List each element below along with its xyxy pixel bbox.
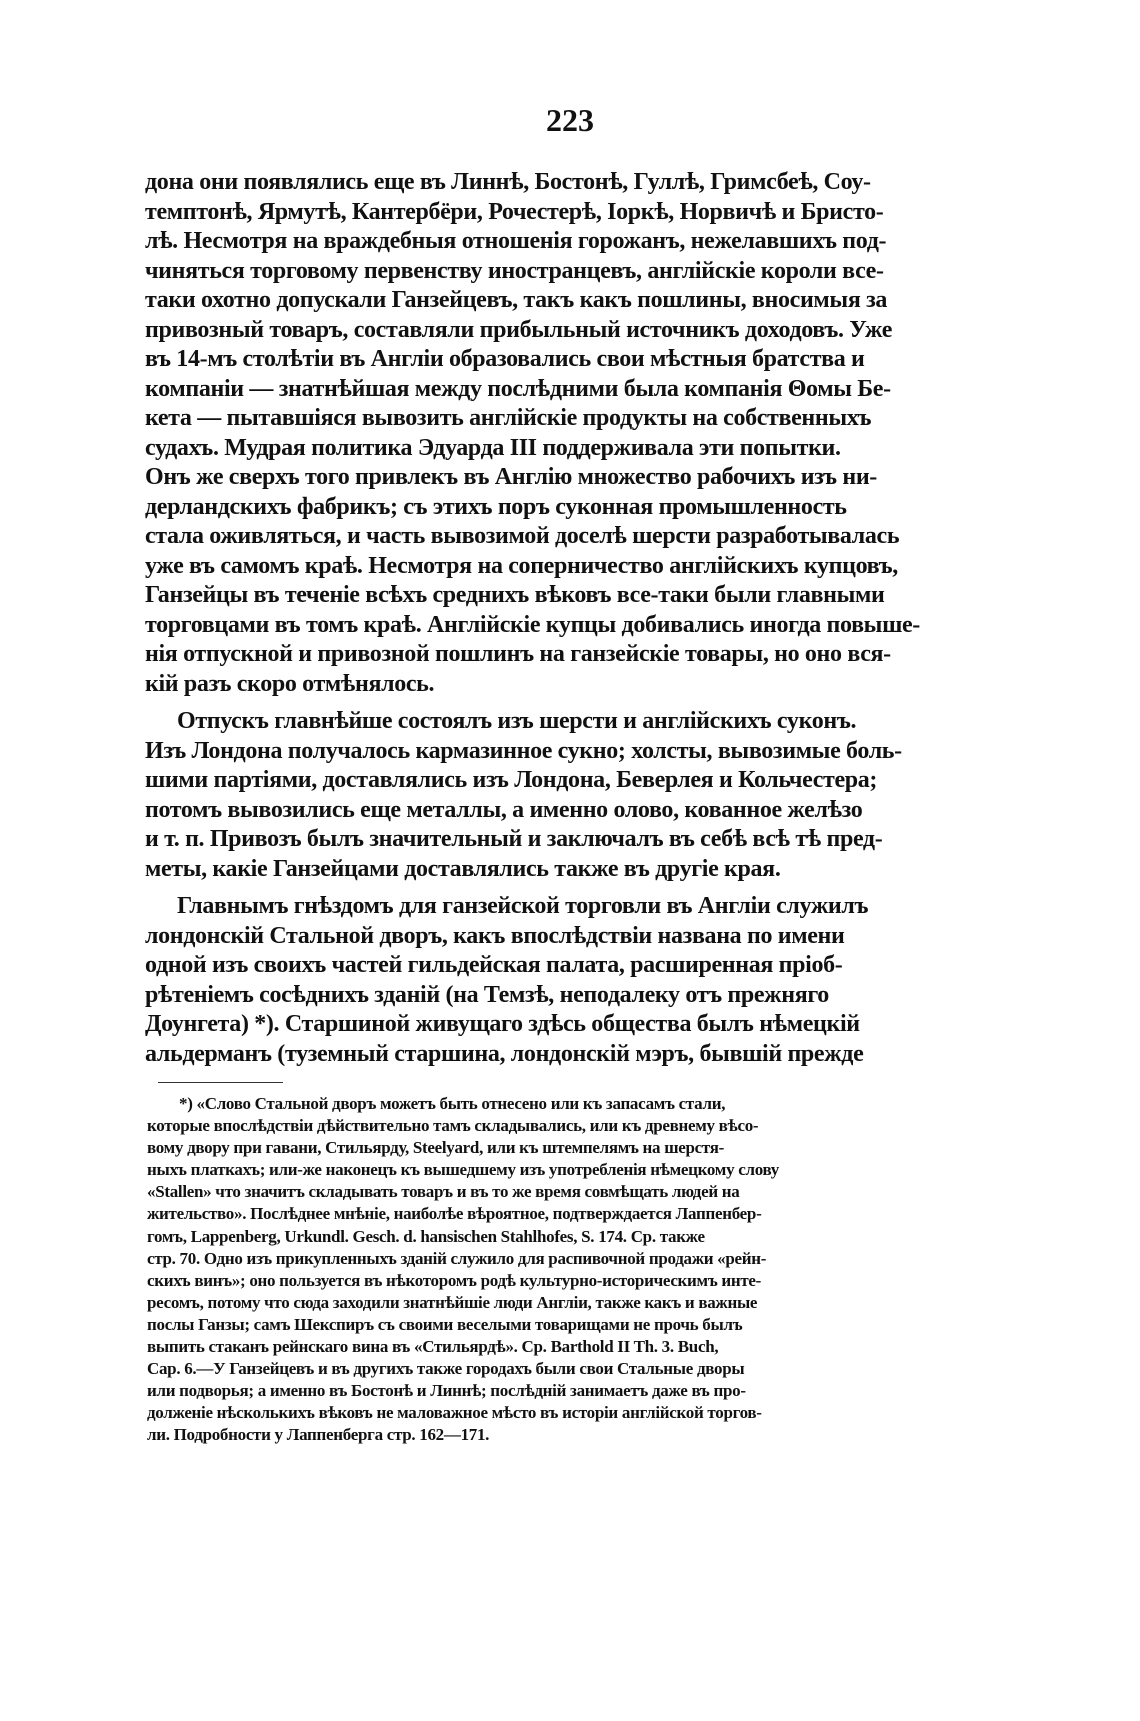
text-line: дерландскихъ фабрикъ; съ этихъ поръ суконная промышленность xyxy=(145,493,847,520)
text-line: дона они появлялись еще въ Линнѣ, Бостонѣ, Гуллѣ, Гримсбеѣ, Соу- xyxy=(145,169,871,195)
text-line: шими партіями, доставлялись изъ Лондона, Беверлея и Кольчестера; xyxy=(145,767,878,793)
text-line: Отпускъ главнѣйше состоялъ изъ шерсти и англійскихъ суконъ. xyxy=(177,708,857,734)
footnote-separator xyxy=(158,1082,283,1083)
text-line: лѣ. Несмотря на враждебныя отношенія горожанъ, нежелавшихъ под- xyxy=(145,228,887,254)
text-line: одной изъ своихъ частей гильдейская палата, расширенная пріоб- xyxy=(145,952,843,978)
paragraph-2 xyxy=(145,707,970,884)
text-line: судахъ. Мудрая политика Эдуарда III поддерживала эти попытки. xyxy=(145,434,841,461)
text-line: въ 14-мъ столѣтіи въ Англіи образовались свои мѣстныя братства и xyxy=(145,346,865,372)
text-line: альдерманъ (туземный старшина, лондонскій мэръ, бывшій прежде xyxy=(145,1040,864,1067)
footnote-line: скихъ винъ»; оно пользуется въ нѣкоторомъ родѣ культурно-историческимъ инте- xyxy=(147,1270,762,1290)
footnote-line: «Stallen» что значитъ складывать товаръ и въ то же время совмѣщать людей на xyxy=(147,1182,740,1202)
footnote-line: *) «Слово Стальной дворъ можетъ быть отнесено или къ запасамъ стали, xyxy=(179,1094,726,1113)
footnote-line: вому двору при гавани, Стильярду, Steelyard, или къ штемпелямъ на шерстя- xyxy=(147,1138,724,1158)
body-text xyxy=(145,168,970,1069)
footnote-line: ныхъ платкахъ; или-же наконецъ къ вышедшему изъ употребленія нѣмецкому слову xyxy=(147,1160,779,1180)
text-line: лондонскій Стальной дворъ, какъ впослѣдствіи названа по имени xyxy=(145,922,845,949)
text-line: уже въ самомъ краѣ. Несмотря на соперничество англійскихъ купцовъ, xyxy=(145,552,898,579)
text-line: темптонѣ, Ярмутѣ, Кантербёри, Рочестерѣ, Іоркѣ, Норвичѣ и Бристо- xyxy=(145,198,884,225)
footnote-line: жительство». Послѣднее мнѣніе, наиболѣе вѣроятное, подтверждается Лаппенбер- xyxy=(147,1204,762,1224)
text-line: Ганзейцы въ теченіе всѣхъ среднихъ вѣковъ все-таки были главными xyxy=(145,582,885,608)
page-number: 223 xyxy=(546,102,594,138)
footnote-line: которые впослѣдствіи дѣйствительно тамъ складывались, или къ древнему вѣсо- xyxy=(147,1116,759,1136)
text-line: Главнымъ гнѣздомъ для ганзейской торговли въ Англіи служилъ xyxy=(177,893,869,919)
footnote-line: ресомъ, потому что сюда заходили знатнѣйшіе люди Англіи, также какъ и важные xyxy=(147,1292,758,1312)
footnote-line: выпить стаканъ рейнскаго вина въ «Стильярдѣ». Ср. Barthold II Th. 3. Buch, xyxy=(147,1337,719,1357)
text-line: кій разъ скоро отмѣнялось. xyxy=(145,670,435,697)
text-line: чиняться торговому первенству иностранцевъ, англійскіе короли все- xyxy=(145,257,884,284)
text-line: нія отпускной и привозной пошлинъ на ганзейскіе товары, но оно вся- xyxy=(145,641,891,667)
text-line: таки охотно допускали Ганзейцевъ, такъ какъ пошлины, вносимыя за xyxy=(145,287,888,313)
text-line: стала оживляться, и часть вывозимой доселѣ шерсти разработывалась xyxy=(145,523,900,549)
paragraph-1 xyxy=(145,168,970,699)
footnote-line: гомъ, Lappenberg, Urkundl. Gesch. d. hansischen Stahlhofes, S. 174. Ср. также xyxy=(147,1226,705,1246)
footnote-line: послы Ганзы; самъ Шекспиръ съ своими веселыми товарищами не прочь былъ xyxy=(147,1314,743,1334)
text-line: меты, какіе Ганзейцами доставлялись также въ другіе края. xyxy=(145,855,781,882)
text-line: потомъ вывозились еще металлы, а именно олово, кованное желѣзо xyxy=(145,796,863,823)
text-line: кета — пытавшіяся вывозить англійскіе продукты на собственныхъ xyxy=(145,405,872,431)
text-line: рѣтеніемъ сосѣднихъ зданій (на Темзѣ, неподалеку отъ прежняго xyxy=(145,981,829,1008)
text-line: компаніи — знатнѣйшая между послѣдними была компанія Θомы Бе- xyxy=(145,375,891,402)
footnote xyxy=(147,1093,969,1447)
text-line: Изъ Лондона получалось кармазинное сукно; холсты, вывозимые боль- xyxy=(145,737,902,764)
footnote-line: ли. Подробности у Лаппенберга стр. 162—171. xyxy=(147,1425,490,1445)
text-line: Доунгета) *). Старшиной живущаго здѣсь общества былъ нѣмецкій xyxy=(145,1011,860,1037)
text-line: и т. п. Привозъ былъ значительный и заключалъ въ себѣ всѣ тѣ пред- xyxy=(145,826,883,852)
footnote-line: или подворья; а именно въ Бостонѣ и Линнѣ; послѣдній занимаетъ даже въ про- xyxy=(147,1381,746,1401)
text-line: Онъ же сверхъ того привлекъ въ Англію множество рабочихъ изъ ни- xyxy=(145,464,877,490)
paragraph-3 xyxy=(145,892,970,1069)
footnote-line: стр. 70. Одно изъ прикупленныхъ зданій служило для распивочной продажи «рейн- xyxy=(147,1248,767,1268)
text-line: торговцами въ томъ краѣ. Англійскіе купцы добивались иногда повыше- xyxy=(145,611,920,638)
footnote-line: долженіе нѣсколькихъ вѣковъ не маловажное мѣсто въ исторіи англійской торгов- xyxy=(147,1403,762,1423)
footnote-line: Cap. 6.—У Ганзейцевъ и въ другихъ также городахъ были свои Стальные дворы xyxy=(147,1359,745,1379)
text-line: привозный товаръ, составляли прибыльный источникъ доходовъ. Уже xyxy=(145,316,893,343)
